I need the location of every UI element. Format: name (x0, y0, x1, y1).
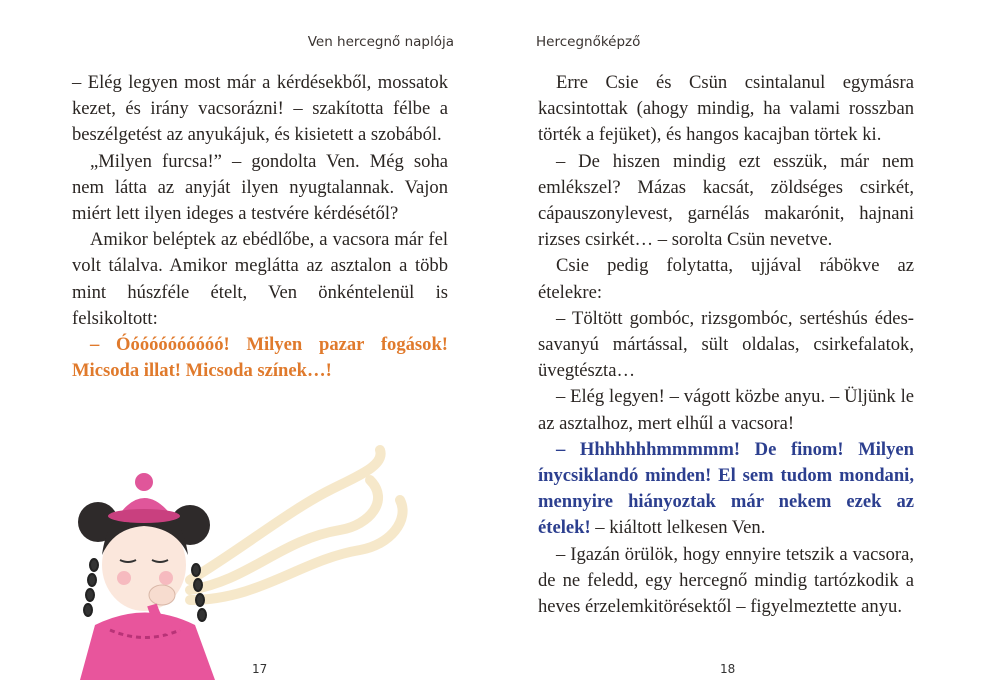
girl-smelling-food-illustration (40, 430, 440, 680)
paragraph (538, 437, 914, 542)
paragraph: Amikor beléptek az ebédlőbe, a vacsora már fel volt tálalva. Amikor meglátta az asztalon a több mint húszféle ételt, Ven önkéntelenül is felsikoltott: (72, 229, 448, 329)
highlighted-exclamation: – Óóóóóóóóóóó! Milyen pazar fogások! Micsoda illat! Micsoda színek…! (72, 334, 448, 382)
page-number-right: 18 (720, 662, 736, 676)
paragraph: – Elég legyen! – vágott közbe anyu. – Üljünk le az asztalhoz, mert elhűl a vacsora! (538, 386, 914, 434)
paragraph: – Elég legyen most már a kérdésekből, mossatok kezet, és irány vacsorázni! – szakította félbe a beszélgetést az anyukájuk, és kisietett a szobából. (72, 72, 448, 146)
page-number-left: 17 (252, 662, 268, 676)
left-page-text (72, 70, 448, 384)
paragraph: Csie pedig folytatta, ujjával rábökve az ételekre: (538, 255, 914, 303)
running-head-left: Ven hercegnő naplója (307, 34, 454, 50)
paragraph: – Igazán örülök, hogy ennyire tetszik a vacsora, de ne feledd, egy hercegnő mindig tartózkodik a heves érzelemkitörésektől – figyelmeztette anyu. (538, 543, 914, 618)
dialogue-tag: – kiáltott lelkesen Ven. (590, 517, 766, 539)
highlighted-exclamation: – Hhhhhhhmmmmm! De finom! Milyen ínycsiklandó minden! El sem tudom mondani, mennyire hiányoztak már nekem ezek az ételek! (538, 438, 914, 539)
aroma-steam (190, 450, 403, 600)
paragraph: „Milyen furcsa!” – gondolta Ven. Még soha nem látta az anyját ilyen nyugtalannak. Vajon miért lett ilyen ideges a testvére kérdésétől? (72, 150, 448, 225)
running-head-right: Hercegnőképző (536, 34, 641, 50)
pink-dress (80, 613, 215, 681)
paragraph: – Töltött gombóc, rizsgombóc, sertéshús édes-savanyú mártással, sült oldalas, csirkefalatok, üvegtészta… (538, 307, 914, 382)
right-page-text (538, 70, 914, 620)
paragraph: – De hiszen mindig ezt esszük, már nem emlékszel? Mázas kacsát, zöldséges csirkét, cápauszonylevest, garnélás makarónit, hajnani rizses csirkét… – sorolta Csün nevetve. (538, 150, 914, 251)
right-page (500, 0, 1000, 699)
paragraph: Erre Csie és Csün csintalanul egymásra kacsintottak (ahogy mindig, ha valami rosszban törték a fejüket), és hangos kacajban törtek ki. (538, 72, 914, 146)
